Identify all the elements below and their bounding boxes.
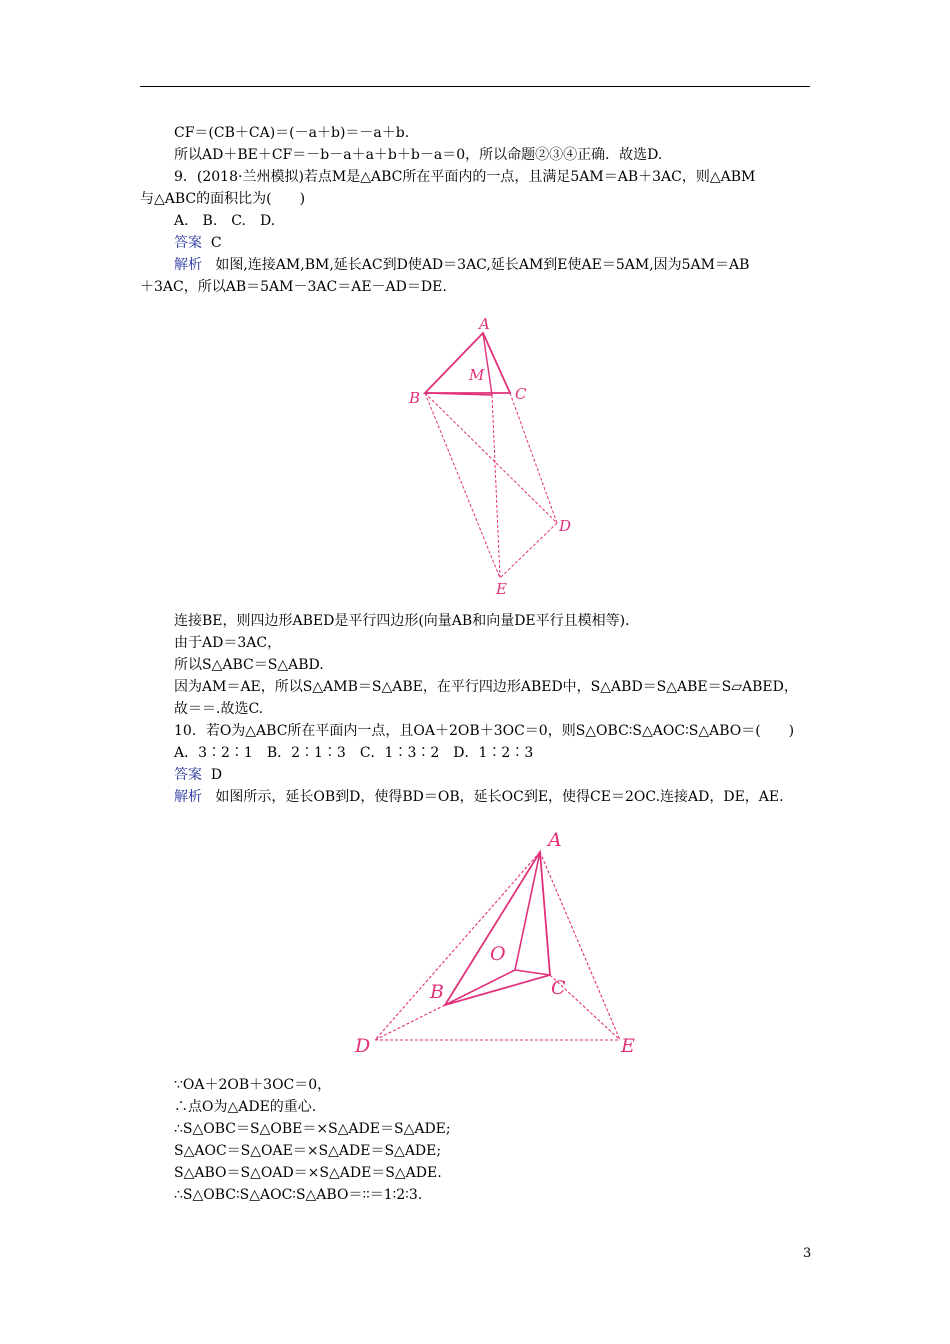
label-c: C <box>515 385 527 403</box>
answer-label: 答案 <box>174 767 202 783</box>
analysis-text: 如图,连接AM,BM,延长AC到D使AD＝3AC,延长AM到E使AE＝5AM,因为5AM＝AB <box>215 257 750 273</box>
segment-be-dashed <box>425 393 500 578</box>
triangle-abc <box>425 333 510 393</box>
label-o: O <box>490 943 506 965</box>
text-line: 所以S△ABC＝S△ABD. <box>174 657 324 673</box>
segment-de-dashed <box>500 523 557 578</box>
text-line: 由于AD＝3AC， <box>174 635 282 651</box>
segment-ae-dashed <box>540 852 620 1040</box>
analysis-label: 解析 <box>174 257 202 273</box>
text-line: 连接BE，则四边形ABED是平行四边形(向量AB和向量DE平行且模相等)． <box>174 613 640 629</box>
question-9-answer <box>174 234 222 253</box>
segment-cd-dashed <box>510 393 557 523</box>
text-line: 因为AM＝AE，所以S△AMB＝S△ABE，在平行四边形ABED中，S△ABD＝S△ABE＝S▱ABED， <box>174 679 798 695</box>
label-e: E <box>621 1035 635 1057</box>
answer-value: D <box>210 767 223 783</box>
question-9-analysis <box>174 256 749 275</box>
question-9-stem-cont: 与△ABC的面积比为( ) <box>140 191 306 207</box>
label-d: D <box>559 517 572 535</box>
text-line: S△ABO＝S△OAD＝×S△ADE＝S△ADE. <box>174 1165 442 1181</box>
segment-bd-dashed <box>375 1005 445 1040</box>
text-line: 所以AD＋BE＋CF＝－b－a＋a＋b＋b－a＝0，所以命题②③④正确．故选D. <box>174 147 663 163</box>
figure-centroid <box>345 820 655 1065</box>
question-10-options: A．3∶2∶1 B．2∶1∶3 C．1∶3∶2 D．1∶2∶3 <box>174 745 534 761</box>
text-line: 故＝＝.故选C. <box>174 701 264 717</box>
segment-me-dashed <box>492 395 500 578</box>
segment-co <box>515 970 550 975</box>
header-rule <box>140 86 810 87</box>
question-9-stem: 9．(2018·兰州模拟)若点M是△ABC所在平面内的一点，且满足5AM＝AB＋3AC，则△ABM <box>174 169 756 185</box>
text-line: ∵OA＋2OB＋3OC＝0， <box>174 1077 332 1093</box>
segment-ao <box>515 852 540 970</box>
question-10-analysis <box>174 788 784 807</box>
label-a: A <box>548 829 562 851</box>
page-number: 3 <box>803 1246 812 1261</box>
segment-ad-dashed <box>375 852 540 1040</box>
label-e: E <box>496 580 507 598</box>
answer-value: C <box>210 235 222 251</box>
text-line: ∴点O为△ADE的重心． <box>174 1099 326 1115</box>
question-10-answer <box>174 766 222 785</box>
question-10-stem: 10．若O为△ABC所在平面内一点，且OA＋2OB＋3OC＝0，则S△OBC∶S△AOC∶S△ABO＝( ) <box>174 723 795 739</box>
label-c: C <box>551 977 566 999</box>
label-a: A <box>479 315 490 333</box>
analysis-text: 如图所示，延长OB到D，使得BD＝OB，延长OC到E，使得CE＝2OC.连接AD，DE，AE. <box>215 789 784 805</box>
question-9-options: A. B. C. D. <box>174 213 276 229</box>
segment-bd-dashed <box>425 393 557 523</box>
text-line: ∴S△OBC＝S△OBE＝×S△ADE＝S△ADE; <box>174 1121 451 1137</box>
label-b: B <box>409 389 421 407</box>
analysis-label: 解析 <box>174 789 202 805</box>
figure-parallelogram <box>395 303 595 603</box>
answer-label: 答案 <box>174 235 202 251</box>
text-line: ∴S△OBC∶S△AOC∶S△ABO＝∶∶＝1∶2∶3. <box>174 1187 423 1203</box>
label-d: D <box>355 1035 371 1057</box>
label-b: B <box>430 981 444 1003</box>
question-9-analysis-cont: ＋3AC，所以AB＝5AM－3AC＝AE－AD＝DE. <box>140 279 447 295</box>
triangle-abc <box>445 852 550 1005</box>
label-m: M <box>469 366 485 384</box>
text-line: CF＝(CB＋CA)＝(－a＋b)＝－a＋b. <box>174 125 410 141</box>
text-line: S△AOC＝S△OAE＝×S△ADE＝S△ADE; <box>174 1143 442 1159</box>
